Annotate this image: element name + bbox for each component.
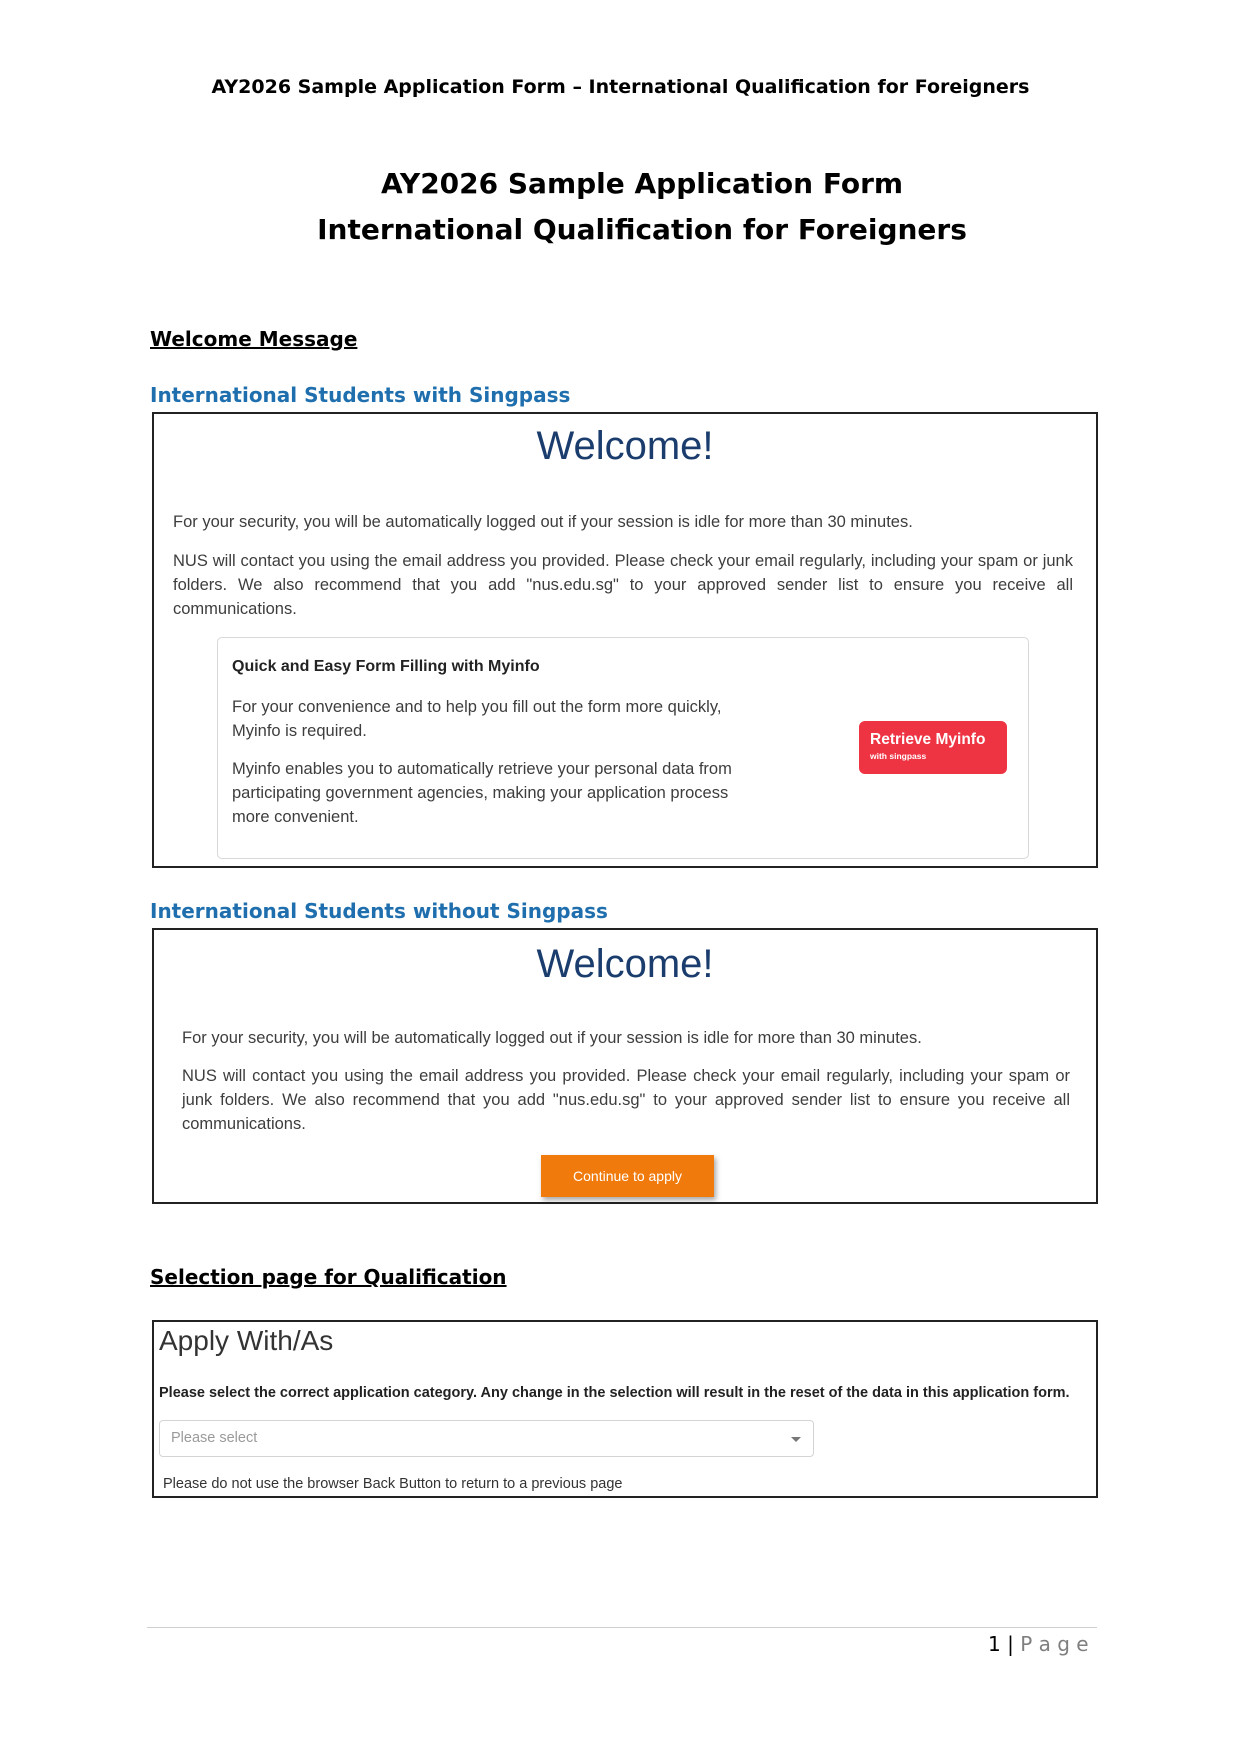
apply-with-as-title: Apply With/As — [159, 1325, 334, 1356]
page-label: P a g e — [1020, 1632, 1089, 1656]
select-placeholder: Please select — [171, 1430, 258, 1446]
security-note: For your security, you will be automatically logged out if your session is idle for more than 30 minutes. — [173, 513, 913, 531]
email-note: NUS will contact you using the email address you provided. Please check your email regularly, including your spam or junk folders. We also recommend that you add "nus.edu.sg" to your approved sender list to ensure you receive all communications. — [173, 552, 1073, 618]
myinfo-card-para2: Myinfo enables you to automatically retrieve your personal data from participating government agencies, making your application process more convenient. — [232, 760, 732, 826]
page-title-line2: International Qualification for Foreigners — [317, 213, 967, 246]
welcome-heading: Welcome! — [536, 942, 714, 986]
chevron-down-icon — [791, 1437, 801, 1442]
security-note: For your security, you will be automatically logged out if your session is idle for more than 30 minutes. — [182, 1029, 922, 1047]
footer-divider — [147, 1627, 1097, 1628]
without-singpass-screenshot — [152, 928, 1098, 1204]
category-select[interactable] — [159, 1420, 814, 1457]
page-number: 1 — [988, 1632, 1001, 1656]
email-note: NUS will contact you using the email address you provided. Please check your email regularly, including your spam or junk folders. We also recommend that you add "nus.edu.sg" to your approved sender list to ensure you receive all communications. — [182, 1067, 1070, 1133]
welcome-heading: Welcome! — [536, 424, 714, 468]
back-button-note: Please do not use the browser Back Button to return to a previous page — [163, 1476, 623, 1492]
retrieve-myinfo-label: Retrieve Myinfo — [870, 731, 986, 748]
without-singpass-label: International Students without Singpass — [150, 899, 608, 923]
with-singpass-label: International Students with Singpass — [150, 383, 571, 407]
singpass-sublabel: with singpass — [870, 751, 927, 761]
page-footer — [988, 1632, 1089, 1656]
myinfo-card — [217, 637, 1029, 859]
with-singpass-screenshot — [152, 412, 1098, 868]
selection-page-heading: Selection page for Qualification — [150, 1265, 507, 1289]
myinfo-card-title: Quick and Easy Form Filling with Myinfo — [232, 658, 540, 675]
welcome-message-heading: Welcome Message — [150, 327, 358, 351]
retrieve-myinfo-button[interactable] — [859, 721, 1007, 774]
page-header: AY2026 Sample Application Form – International Qualification for Foreigners — [211, 76, 1030, 98]
myinfo-card-para1: For your convenience and to help you fill out the form more quickly, Myinfo is required. — [232, 698, 722, 740]
selection-screenshot — [152, 1320, 1098, 1498]
page-title-line1: AY2026 Sample Application Form — [380, 167, 904, 200]
category-instruction: Please select the correct application category. Any change in the selection will result in the reset of the data in this application form. — [159, 1385, 1070, 1401]
footer-separator: | — [1007, 1632, 1014, 1656]
continue-to-apply-button[interactable]: Continue to apply — [541, 1155, 714, 1197]
